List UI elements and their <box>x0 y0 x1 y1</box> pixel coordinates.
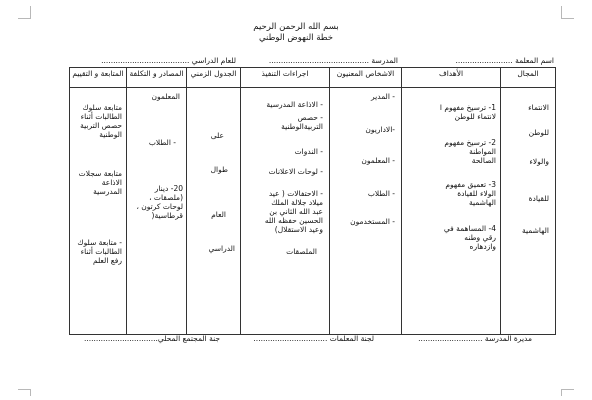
goal-item: 3- تعميق مفهوم الولاء للقيادة الهاشمية <box>445 180 496 207</box>
plan-table <box>69 67 556 335</box>
header-resources: المصادر و التكلفة <box>127 68 187 88</box>
person-item: - المدير <box>371 92 395 101</box>
goal-item: 1- ترسيخ مفهوم ا لانتماء للوطن <box>439 103 496 121</box>
procedure-item: - حصص التربيةالوطنية <box>281 113 323 131</box>
domain-line: الهاشمية <box>521 226 549 235</box>
resource-item: - الطلاب <box>148 138 176 147</box>
header-followup: المتابعة و التقييم <box>70 68 127 88</box>
table-row <box>70 88 556 335</box>
procedure-item: - الاذاعة المدرسية <box>266 100 323 109</box>
procedures-cell <box>241 88 330 335</box>
header-domain: المجال <box>501 68 556 88</box>
header-procedures: اجراءات التنفيذ <box>241 68 330 88</box>
schedule-line: طوال <box>210 165 228 174</box>
person-item: -الاداريون <box>365 125 395 134</box>
followup-cell <box>70 88 127 335</box>
person-item: - الطلاب <box>367 189 395 198</box>
person-item: - المستخدمون <box>350 217 395 226</box>
resource-item: المعلمون <box>151 92 180 101</box>
academic-year-field: للعام الدراسي ..................................... <box>101 56 236 65</box>
page-corner-mark <box>561 389 574 396</box>
teachers-committee-signature: لجنة المعلمات ............................... <box>253 334 374 343</box>
procedure-item: - لوحات الاعلانات <box>268 167 323 176</box>
goals-cell <box>402 88 501 335</box>
domain-line: للوطن <box>528 128 549 137</box>
procedure-item: - الندوات <box>294 147 323 156</box>
plan-title: خطة النهوض الوطني <box>258 33 334 43</box>
schedule-cell <box>187 88 241 335</box>
followup-item: - متابعة سلوك الطالبات أثناء رفع العلم <box>77 238 122 265</box>
followup-item: متابعة سجلات الاذاعة المدرسية <box>78 169 122 196</box>
page-corner-mark <box>561 6 574 19</box>
resource-item: 20- دينار (ملصقات ، لوحات كرتون ، قرطاسية( <box>136 184 183 220</box>
goal-item: 4- المساهمة في رقي وطنه وازدهاره <box>443 224 496 251</box>
community-committee-signature: جنة المجتمع المحلي............................... <box>83 334 220 343</box>
page-corner-mark <box>18 6 31 19</box>
header-schedule: الجدول الزمني <box>187 68 241 88</box>
basmala: بسم الله الرحمن الرحيم <box>253 22 339 32</box>
procedure-item: - الاحتفالات ( عيد ميلاد جلالة الملك عبد الله الثاني بن الحسين حفظه الله وعيد الاستقلال) <box>264 189 323 234</box>
resources-cell <box>127 88 187 335</box>
domain-line: والولاء <box>529 157 549 166</box>
domain-cell <box>501 88 556 335</box>
followup-item: متابعة سلوك الطالبات أثناء حصص التربية الوطنية <box>80 103 122 139</box>
schedule-line: العام <box>211 210 226 219</box>
procedure-item: الملصقات <box>286 247 317 256</box>
person-item: - المعلمون <box>361 156 395 165</box>
schedule-line: الدراسي <box>208 244 235 253</box>
people-cell <box>330 88 402 335</box>
header-people: الاشخاص المعنيون <box>330 68 402 88</box>
domain-line: الانتماء <box>528 103 549 112</box>
teacher-name-field: اسم المعلمة ........................ <box>455 56 554 65</box>
goal-item: 2- ترسيخ مفهوم المواطنة الصالحة <box>444 138 496 165</box>
table-header-row <box>70 68 556 88</box>
principal-signature: مديرة المدرسة ........................... <box>418 334 532 343</box>
schedule-line: على <box>210 131 224 140</box>
school-field: المدرسة .......................................... <box>268 56 398 65</box>
page-corner-mark <box>18 389 31 396</box>
domain-line: للقيادة <box>528 194 549 203</box>
header-goals: الأهداف <box>402 68 501 88</box>
